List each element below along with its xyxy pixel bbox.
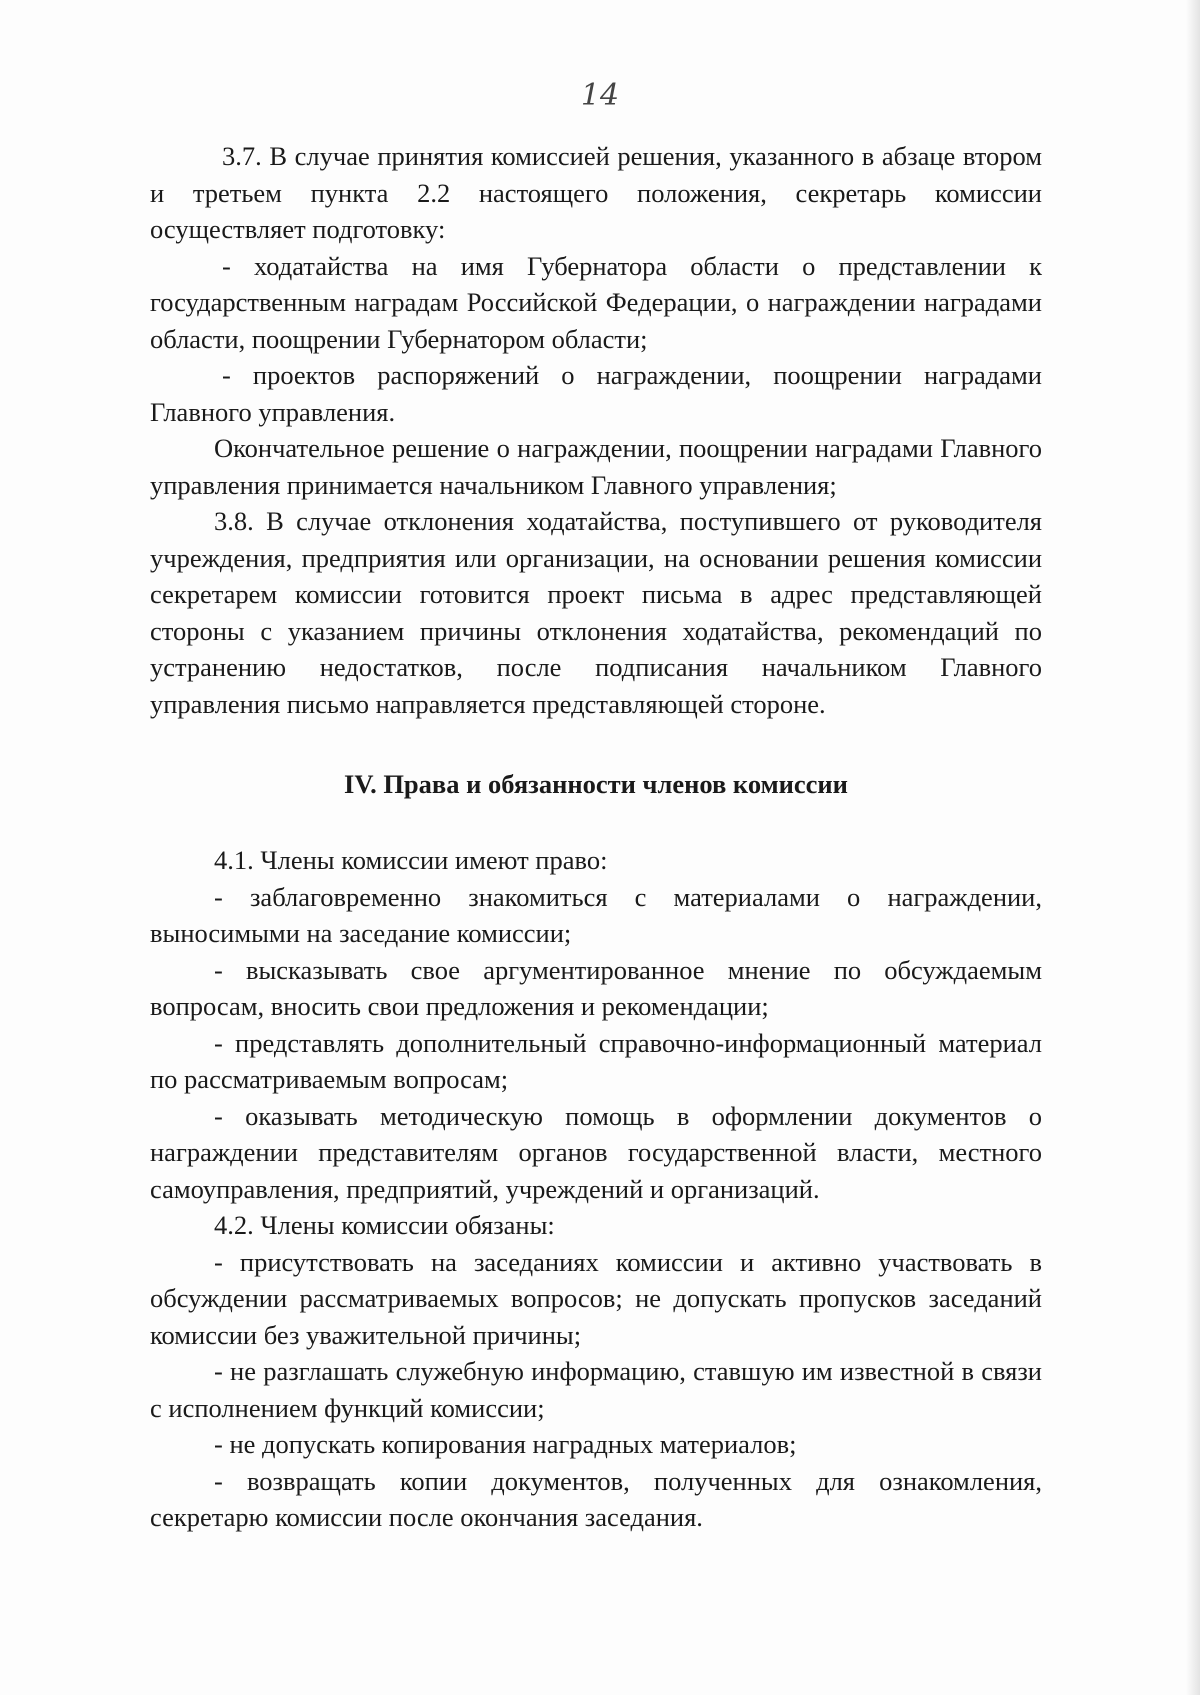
list-item-draft-orders: - проектов распоряжений о награждении, поощрении наградами Главного управления. xyxy=(150,360,1042,427)
paragraph-3-8: 3.8. В случае отклонения ходатайства, поступившего от руководителя учреждения, предприятия или организации, на основании решения комиссии секретарем комиссии готовится проект письма в адрес представляющей стороны с указанием причины отклонения ходатайства, рекомендаций по устранению недостатков, после подписания начальником Главного управления письмо направляется представляющей стороне. xyxy=(150,506,1042,719)
paragraph-3-7: 3.7. В случае принятия комиссией решения, указанного в абзаце втором и третьем пункта 2.2 настоящего положения, секретарь комиссии осуществляет подготовку: xyxy=(150,141,1042,244)
list-item-no-copying: - не допускать копирования наградных материалов; xyxy=(214,1429,797,1459)
page-number: 14 xyxy=(580,78,620,113)
paragraph-4-2: 4.2. Члены комиссии обязаны: xyxy=(214,1210,555,1240)
paragraph-final-decision: Окончательное решение о награждении, поощрении наградами Главного управления принимается начальником Главного управления; xyxy=(150,433,1042,500)
list-item-present-material: - представлять дополнительный справочно-информационный материал по рассматриваемым вопросам; xyxy=(150,1027,1042,1094)
list-item-petition: - ходатайства на имя Губернатора области о представлении к государственным наградам Российской Федерации, о награждении наградами области, поощрении Губернатором области; xyxy=(150,250,1042,354)
section-heading: IV. Права и обязанности членов комиссии xyxy=(344,769,848,799)
list-item-no-disclosure: - не разглашать служебную информацию, ставшую им известной в связи с исполнением функций комиссии; xyxy=(150,1356,1042,1423)
list-item-express-opinion: - высказывать свое аргументированное мнение по обсуждаемым вопросам, вносить свои предложения и рекомендации; xyxy=(150,954,1042,1021)
list-item-return-copies: - возвращать копии документов, полученных для ознакомления, секретарю комиссии после окончания заседания. xyxy=(150,1465,1042,1532)
list-item-attend: - присутствовать на заседаниях комиссии и активно участвовать в обсуждении рассматриваемых вопросов; не допускать пропусков заседаний комиссии без уважительной причины; xyxy=(150,1246,1042,1350)
document-body xyxy=(150,138,1042,1536)
list-item-familiarize: - заблаговременно знакомиться с материалами о награждении, выносимыми на заседание комиссии; xyxy=(150,881,1042,948)
sheet-edge-shadow xyxy=(1186,0,1200,1695)
paragraph-4-1: 4.1. Члены комиссии имеют право: xyxy=(214,845,608,875)
list-item-methodical-help: - оказывать методическую помощь в оформлении документов о награждении представителям органов государственной власти, местного самоуправления, предприятий, учреждений и организаций. xyxy=(150,1100,1042,1204)
